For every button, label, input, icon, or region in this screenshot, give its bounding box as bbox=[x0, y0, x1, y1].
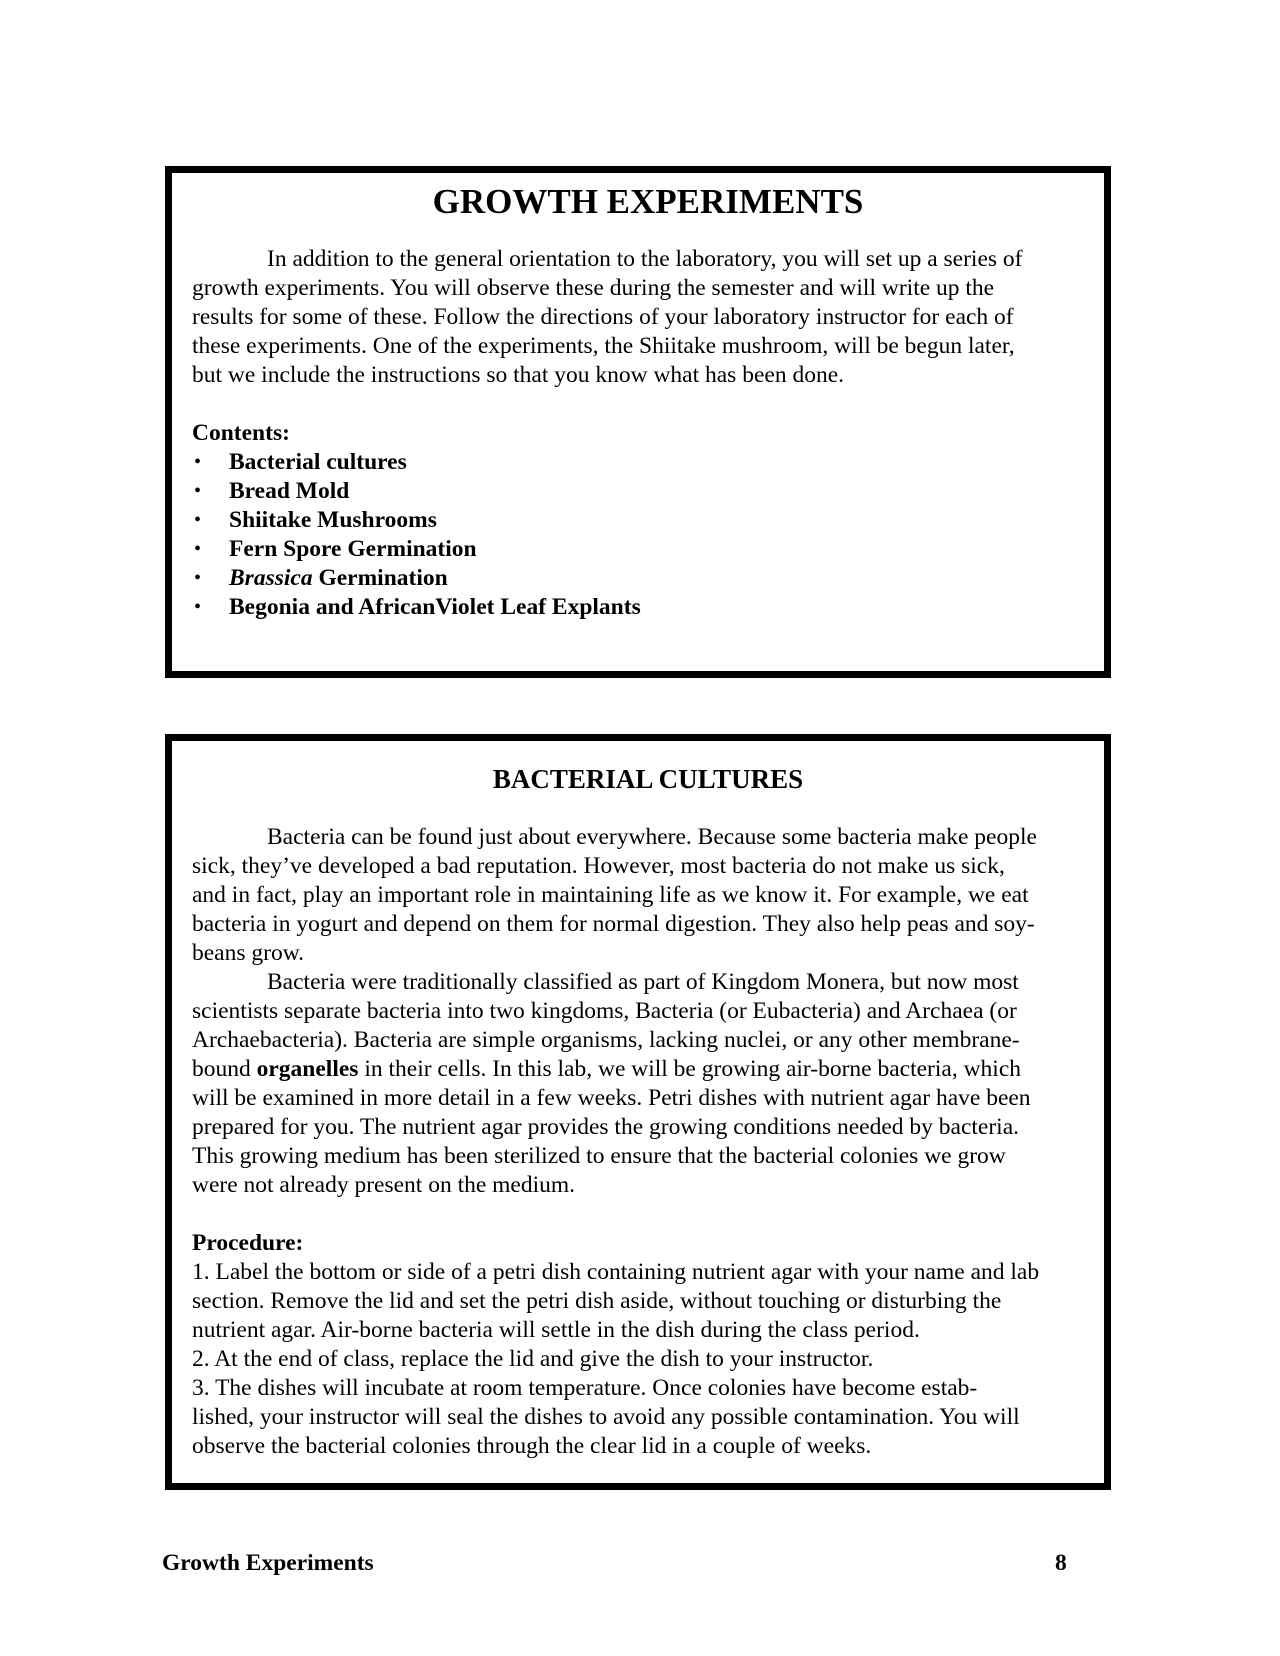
procedure-line: section. Remove the lid and set the petri dish aside, without touching or disturbing the bbox=[192, 1288, 1002, 1315]
bullet-icon: • bbox=[194, 509, 202, 531]
bacterial-cultures-title: BACTERIAL CULTURES bbox=[492, 764, 804, 794]
bullet-icon: • bbox=[194, 480, 202, 502]
contents-item: • Brassica Germination bbox=[194, 565, 448, 591]
paragraph-line: bound organelles in their cells. In this lab, we will be growing air-borne bacteria, which bbox=[192, 1056, 1021, 1083]
paragraph-line: scientists separate bacteria into two kingdoms, Bacteria (or Eubacteria) and Archaea (or bbox=[192, 998, 1017, 1025]
intro-line: but we include the instructions so that you know what has been done. bbox=[192, 362, 844, 388]
procedure-line: 2. At the end of class, replace the lid and give the dish to your instructor. bbox=[192, 1346, 874, 1373]
contents-item: • Bacterial cultures bbox=[194, 449, 407, 475]
paragraph-line: Bacteria were traditionally classified as part of Kingdom Monera, but now most bbox=[267, 969, 1019, 996]
paragraph-line: were not already present on the medium. bbox=[192, 1172, 576, 1199]
contents-heading: Contents: bbox=[192, 420, 290, 446]
procedure-line: nutrient agar. Air-borne bacteria will settle in the dish during the class period. bbox=[192, 1317, 920, 1344]
procedure-line: 1. Label the bottom or side of a petri dish containing nutrient agar with your name and lab bbox=[192, 1259, 1040, 1286]
intro-line: growth experiments. You will observe these during the semester and will write up the bbox=[192, 275, 995, 301]
intro-line: results for some of these. Follow the directions of your laboratory instructor for each of bbox=[192, 304, 1014, 330]
paragraph-line: bacteria in yogurt and depend on them for normal digestion. They also help peas and soy- bbox=[192, 911, 1035, 938]
procedure-line: observe the bacterial colonies through the clear lid in a couple of weeks. bbox=[192, 1433, 872, 1460]
paragraph-line: beans grow. bbox=[192, 940, 305, 967]
growth-intro-paragraph bbox=[192, 245, 1104, 390]
growth-experiments-title: GROWTH EXPERIMENTS bbox=[432, 182, 864, 221]
paragraph-line: prepared for you. The nutrient agar provides the growing conditions needed by bacteria. bbox=[192, 1114, 1020, 1141]
procedure-heading: Procedure: bbox=[192, 1230, 304, 1257]
paragraph-line: This growing medium has been sterilized to ensure that the bacterial colonies we grow bbox=[192, 1143, 1006, 1170]
bullet-icon: • bbox=[194, 451, 202, 473]
contents-item: • Bread Mold bbox=[194, 478, 350, 504]
bacteria-paragraph-1 bbox=[192, 823, 1104, 968]
footer-title: Growth Experiments bbox=[162, 1550, 374, 1576]
contents-item: • Begonia and AfricanViolet Leaf Explants bbox=[194, 594, 641, 620]
bacterial-cultures-box bbox=[165, 734, 1111, 1490]
procedure-line: lished, your instructor will seal the dishes to avoid any possible contamination. You will bbox=[192, 1404, 1020, 1431]
page-number: 8 bbox=[1055, 1550, 1067, 1576]
bullet-icon: • bbox=[194, 538, 202, 560]
paragraph-line: Bacteria can be found just about everywhere. Because some bacteria make people bbox=[267, 824, 1037, 851]
bullet-icon: • bbox=[194, 596, 202, 618]
contents-item: • Shiitake Mushrooms bbox=[194, 507, 437, 533]
procedure-steps bbox=[192, 1258, 1104, 1461]
intro-line: these experiments. One of the experiments, the Shiitake mushroom, will be begun later, bbox=[192, 333, 1015, 359]
paragraph-line: Archaebacteria). Bacteria are simple organisms, lacking nuclei, or any other membrane- bbox=[192, 1027, 1020, 1054]
contents-item: • Fern Spore Germination bbox=[194, 536, 477, 562]
bacterial-cultures-content bbox=[192, 741, 1104, 1461]
bacteria-paragraph-2 bbox=[192, 968, 1104, 1200]
paragraph-line: will be examined in more detail in a few weeks. Petri dishes with nutrient agar have been bbox=[192, 1085, 1031, 1112]
italic-term: Brassica bbox=[229, 565, 313, 591]
bullet-icon: • bbox=[194, 567, 202, 589]
contents-list bbox=[192, 448, 1104, 622]
paragraph-line: and in fact, play an important role in maintaining life as we know it. For example, we eat bbox=[192, 882, 1029, 909]
intro-line: In addition to the general orientation to the laboratory, you will set up a series of bbox=[267, 246, 1023, 272]
procedure-line: 3. The dishes will incubate at room temperature. Once colonies have become estab- bbox=[192, 1375, 978, 1402]
growth-experiments-content bbox=[192, 173, 1104, 622]
paragraph-line: sick, they’ve developed a bad reputation. However, most bacteria do not make us sick, bbox=[192, 853, 1005, 880]
bold-term-organelles: organelles bbox=[256, 1056, 359, 1083]
growth-experiments-box bbox=[165, 166, 1111, 678]
